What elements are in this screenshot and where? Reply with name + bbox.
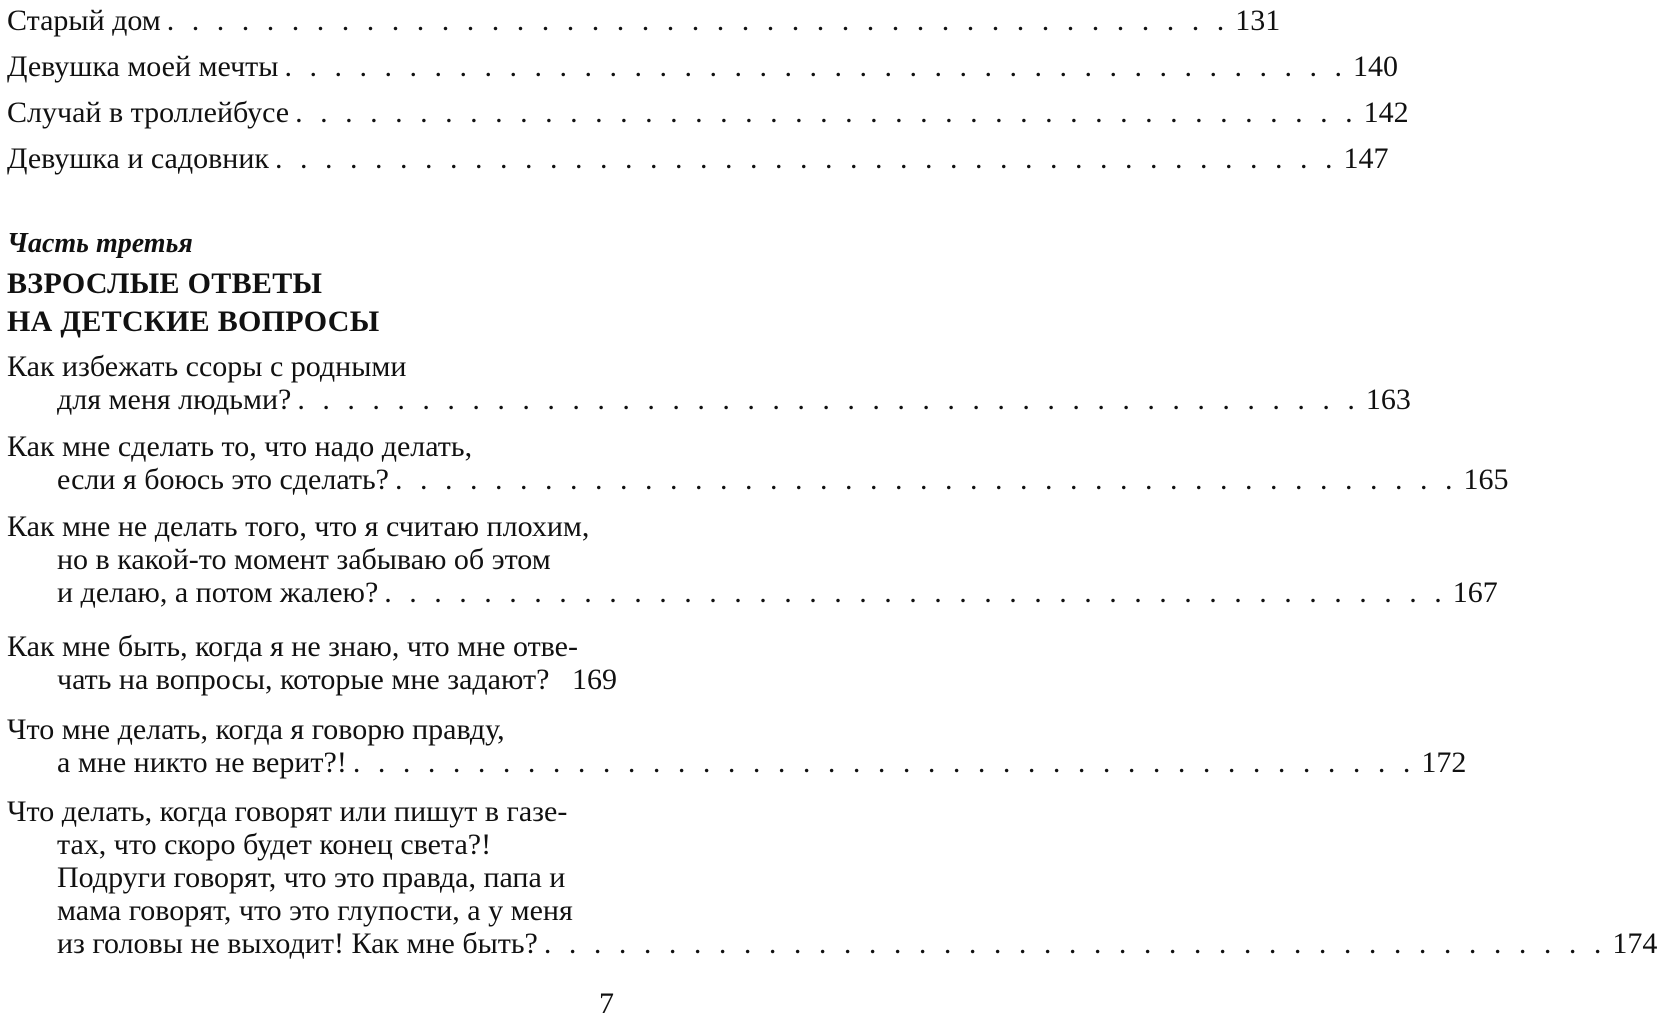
toc-entry-title: Старый дом <box>7 4 161 37</box>
toc-entry-title-last-line: для меня людьми? <box>57 383 292 416</box>
toc-leader-dots: . . . . . . . . . . . . . . . . . . . . . . . . . . . . . . . . . . . . . . . . . . . <box>352 746 1416 779</box>
toc-leader-dots: . . . . . . . . . . . . . . . . . . . . . . . . . . . . . . . . . . . . . . . . . . . <box>394 463 1458 496</box>
toc-entry-title: Девушка и садовник <box>7 142 269 175</box>
part-title-line: НА ДЕТСКИЕ ВОПРОСЫ <box>7 305 380 338</box>
toc-entry-title-line: Что мне делать, когда я говорю правду, <box>7 713 505 746</box>
toc-entry-title-last-line: из головы не выходит! Как мне быть? <box>57 927 538 960</box>
toc-page-number: 147 <box>1343 142 1389 175</box>
toc-leader-dots: . . . . . . . . . . . . . . . . . . . . . . . . . . . . . . . . . . . . . . . . . . . <box>384 576 1447 609</box>
toc-entry-stary-dom[interactable] <box>7 4 1281 37</box>
toc-entry-title-line: тах, что скоро будет конец света?! <box>57 828 492 861</box>
toc-leader-dots: . . . . . . . . . . . . . . . . . . . . . . . . . . . . . . . . . . . . . . . . . . . <box>284 50 1347 83</box>
toc-page-number: 163 <box>1365 383 1411 416</box>
toc-page-number: 169 <box>572 663 617 696</box>
toc-entry-title-line: Что делать, когда говорят или пишут в газе- <box>7 795 568 828</box>
toc-entry-title-line: Как мне не делать того, что я считаю плохим, <box>7 510 590 543</box>
toc-leader-dots: . . . . . . . . . . . . . . . . . . . . . . . . . . . . . . . . . . . . . . . . . . . <box>295 96 1358 129</box>
toc-page-number: 172 <box>1421 746 1467 779</box>
toc-entry-trolleybus[interactable] <box>7 96 1409 129</box>
page-number: 7 <box>599 987 614 1020</box>
toc-entry-ssory[interactable] <box>7 350 1411 416</box>
toc-entry-devushka-mechty[interactable] <box>7 50 1398 83</box>
toc-entry-title-line: но в какой-то момент забываю об этом <box>57 543 551 576</box>
toc-page-number: 174 <box>1612 927 1657 960</box>
toc-leader-dots: . . . . . . . . . . . . . . . . . . . . . . . . . . . . . . . . . . . . . . . . . . . <box>297 383 1360 416</box>
toc-page-number: 142 <box>1363 96 1409 129</box>
toc-entry-sadovnik[interactable] <box>7 142 1389 175</box>
toc-entry-title-line: Как мне сделать то, что надо делать, <box>7 430 473 463</box>
toc-entry-title-line: Подруги говорят, что это правда, папа и <box>57 861 566 894</box>
part-label: Часть третья <box>7 228 193 259</box>
toc-entry-title: Случай в троллейбусе <box>7 96 290 129</box>
toc-leader-dots: . . . . . . . . . . . . . . . . . . . . . . . . . . . . . . . . . . . . . . . . . . . <box>543 927 1607 960</box>
part-title-line: ВЗРОСЛЫЕ ОТВЕТЫ <box>7 267 323 300</box>
part-title <box>7 265 379 341</box>
toc-entry-title-line: мама говорят, что это глупости, а у меня <box>57 894 573 927</box>
toc-entry-title: Девушка моей мечты <box>7 50 279 83</box>
toc-entry-title-last-line: чать на вопросы, которые мне задают? <box>57 663 550 696</box>
toc-entry-boyus[interactable] <box>7 430 1509 496</box>
toc-entry-title-last-line: а мне никто не верит?! <box>57 746 347 779</box>
toc-entry-voprosy[interactable] <box>7 632 617 695</box>
toc-leader-dots: . . . . . . . . . . . . . . . . . . . . . . . . . . . . . . . . . . . . . . . . . . . <box>275 142 1338 175</box>
toc-entry-title-last-line: и делаю, а потом жалею? <box>57 576 379 609</box>
toc-page-number: 140 <box>1352 50 1398 83</box>
toc-leader-dots: . . . . . . . . . . . . . . . . . . . . . . . . . . . . . . . . . . . . . . . . . . . <box>166 4 1230 37</box>
toc-entry-zhaleyu[interactable] <box>7 510 1498 609</box>
toc-entry-title-line: Как избежать ссоры с родными <box>7 350 407 383</box>
toc-entry-konets-sveta[interactable] <box>7 795 1657 960</box>
toc-entry-title-line: Как мне быть, когда я не знаю, что мне отве- <box>7 630 578 663</box>
toc-page-number: 131 <box>1235 4 1281 37</box>
toc-page-number: 165 <box>1463 463 1509 496</box>
toc-entry-title-last-line: если я боюсь это сделать? <box>57 463 389 496</box>
toc-entry-pravda[interactable] <box>7 713 1467 779</box>
toc-page-number: 167 <box>1452 576 1498 609</box>
